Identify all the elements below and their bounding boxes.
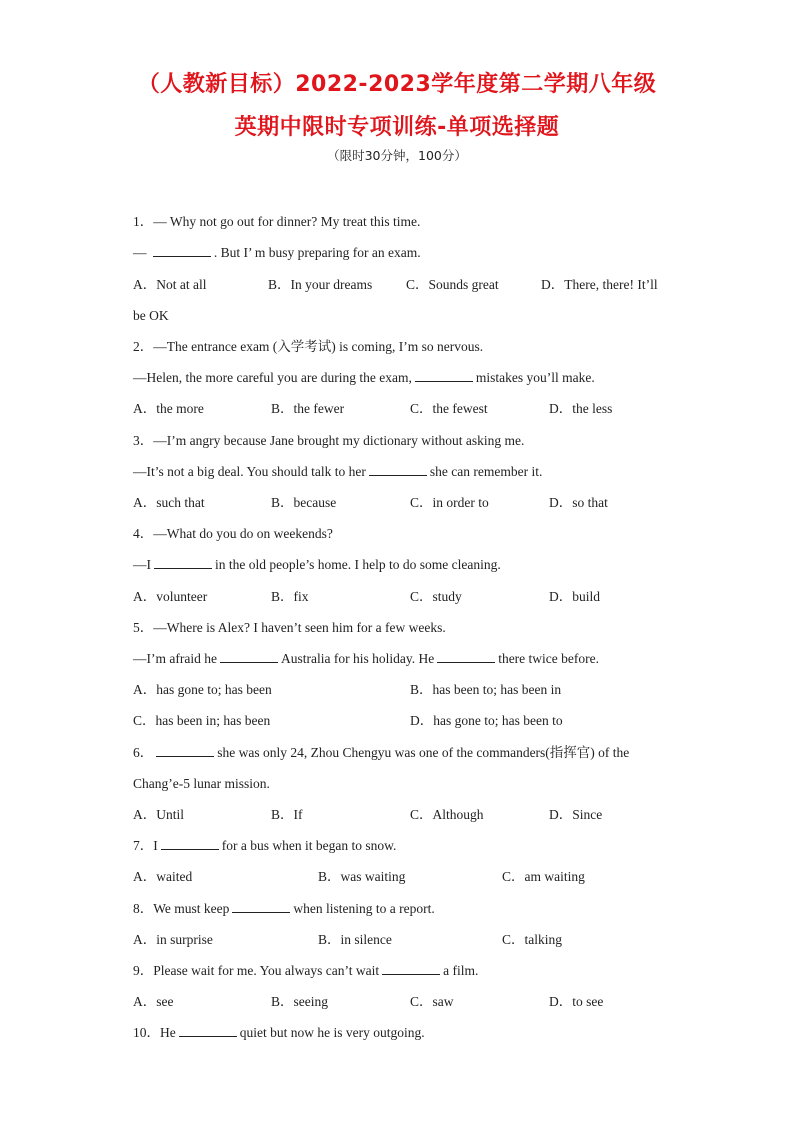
title-line-1: （人教新目标）2022-2023学年度第二学期八年级	[137, 72, 657, 97]
q3-option-b: B．because	[271, 495, 337, 510]
q6-blank	[156, 744, 214, 757]
q6-prompt-continued: Chang’e-5 lunar mission.	[133, 776, 270, 791]
q2-blank	[415, 369, 473, 382]
q3-response	[133, 463, 542, 481]
q8-prompt	[133, 900, 435, 918]
q8-blank	[232, 900, 290, 913]
q2-option-d: D．the less	[549, 401, 613, 416]
q1-response-pre: —	[133, 245, 150, 260]
q7-prompt	[133, 837, 396, 855]
q2-option-b: B．the fewer	[271, 401, 345, 416]
q6-option-d: D．Since	[549, 807, 603, 822]
q9-option-c: C．saw	[410, 994, 454, 1009]
q6-prompt-pre: 6．	[133, 745, 154, 760]
q2-prompt: 2．—The entrance exam (入学考试) is coming, I’m so nervous.	[133, 339, 484, 354]
q5-prompt: 5．—Where is Alex? I haven’t seen him for a few weeks.	[133, 620, 446, 635]
q2-response	[133, 369, 595, 387]
q1-option-a: A．Not at all	[133, 277, 207, 292]
q7-option-c: C．am waiting	[502, 869, 585, 884]
q2-option-c: C．the fewest	[410, 401, 488, 416]
q8-option-a: A．in surprise	[133, 932, 213, 947]
q5-response-pre: —I’m afraid he	[133, 651, 217, 666]
q8-option-b: B．in silence	[318, 932, 392, 947]
q3-blank	[369, 463, 427, 476]
q1-response-post: . But I’ m busy preparing for an exam.	[213, 245, 421, 260]
q2-response-post: mistakes you’ll make.	[475, 370, 595, 385]
q3-prompt: 3．—I’m angry because Jane brought my dictionary without asking me.	[133, 433, 525, 448]
q4-option-c: C．study	[410, 589, 462, 604]
q5-option-a: A．has gone to; has been	[133, 682, 272, 697]
q5-option-d: D．has gone to; has been to	[410, 713, 563, 728]
q9-option-b: B．seeing	[271, 994, 328, 1009]
q1-option-c: C．Sounds great	[406, 277, 499, 292]
q1-option-d: D．There, there! It’ll	[541, 277, 658, 292]
q2-option-a: A．the more	[133, 401, 204, 416]
q10-blank	[179, 1024, 237, 1037]
q4-option-b: B．fix	[271, 589, 309, 604]
q9-prompt	[133, 962, 478, 980]
q6-option-a: A．Until	[133, 807, 185, 822]
q1-option-d-continued: be OK	[133, 308, 169, 323]
q5-response-post: there twice before.	[498, 651, 600, 666]
q3-option-c: C．in order to	[410, 495, 489, 510]
q8-prompt-post: when listening to a report.	[293, 901, 435, 916]
q10-prompt-post: quiet but now he is very outgoing.	[239, 1025, 425, 1040]
q7-option-a: A．waited	[133, 869, 193, 884]
q5-option-c: C．has been in; has been	[133, 713, 271, 728]
q1-prompt: 1．— Why not go out for dinner? My treat this time.	[133, 214, 421, 229]
q3-response-pre: —It’s not a big deal. You should talk to her	[133, 464, 366, 479]
q4-response-pre: —I	[133, 557, 151, 572]
q4-response-post: in the old people’s home. I help to do some cleaning.	[215, 557, 501, 572]
q3-option-a: A．such that	[133, 495, 205, 510]
q5-option-b: B．has been to; has been in	[410, 682, 562, 697]
q9-option-a: A．see	[133, 994, 174, 1009]
q8-option-c: C．talking	[502, 932, 562, 947]
q1-response	[133, 244, 421, 262]
q5-response	[133, 650, 599, 668]
q4-option-d: D．build	[549, 589, 601, 604]
q7-prompt-post: for a bus when it began to snow.	[221, 838, 397, 853]
q5-response-mid: Australia for his holiday. He	[280, 651, 435, 666]
q9-option-d: D．to see	[549, 994, 604, 1009]
q5-blank-2	[437, 650, 495, 663]
q1-option-b: B．In your dreams	[268, 277, 373, 292]
q10-prompt	[133, 1024, 425, 1042]
q4-blank	[154, 556, 212, 569]
q4-prompt: 4．—What do you do on weekends?	[133, 526, 333, 541]
subtitle: （限时30分钟，100分）	[327, 148, 467, 163]
q3-response-post: she can remember it.	[429, 464, 543, 479]
q7-blank	[161, 837, 219, 850]
q4-response	[133, 556, 501, 574]
q5-blank-1	[220, 650, 278, 663]
q1-blank	[153, 244, 211, 257]
q6-prompt-post: she was only 24, Zhou Chengyu was one of the commanders(指挥官) of the	[217, 745, 630, 760]
title-line-2: 英期中限时专项训练-单项选择题	[234, 115, 560, 140]
q9-prompt-pre: 9．Please wait for me. You always can’t wait	[133, 963, 380, 978]
q7-prompt-pre: 7．I	[133, 838, 158, 853]
q6-option-c: C．Although	[410, 807, 484, 822]
q6-prompt	[133, 744, 629, 762]
q6-option-b: B．If	[271, 807, 303, 822]
q9-blank	[382, 962, 440, 975]
q8-prompt-pre: 8．We must keep	[133, 901, 230, 916]
q4-option-a: A．volunteer	[133, 589, 208, 604]
q3-option-d: D．so that	[549, 495, 608, 510]
q7-option-b: B．was waiting	[318, 869, 406, 884]
q2-response-pre: —Helen, the more careful you are during the exam,	[133, 370, 412, 385]
q9-prompt-post: a film.	[443, 963, 479, 978]
q10-prompt-pre: 10．He	[133, 1025, 176, 1040]
